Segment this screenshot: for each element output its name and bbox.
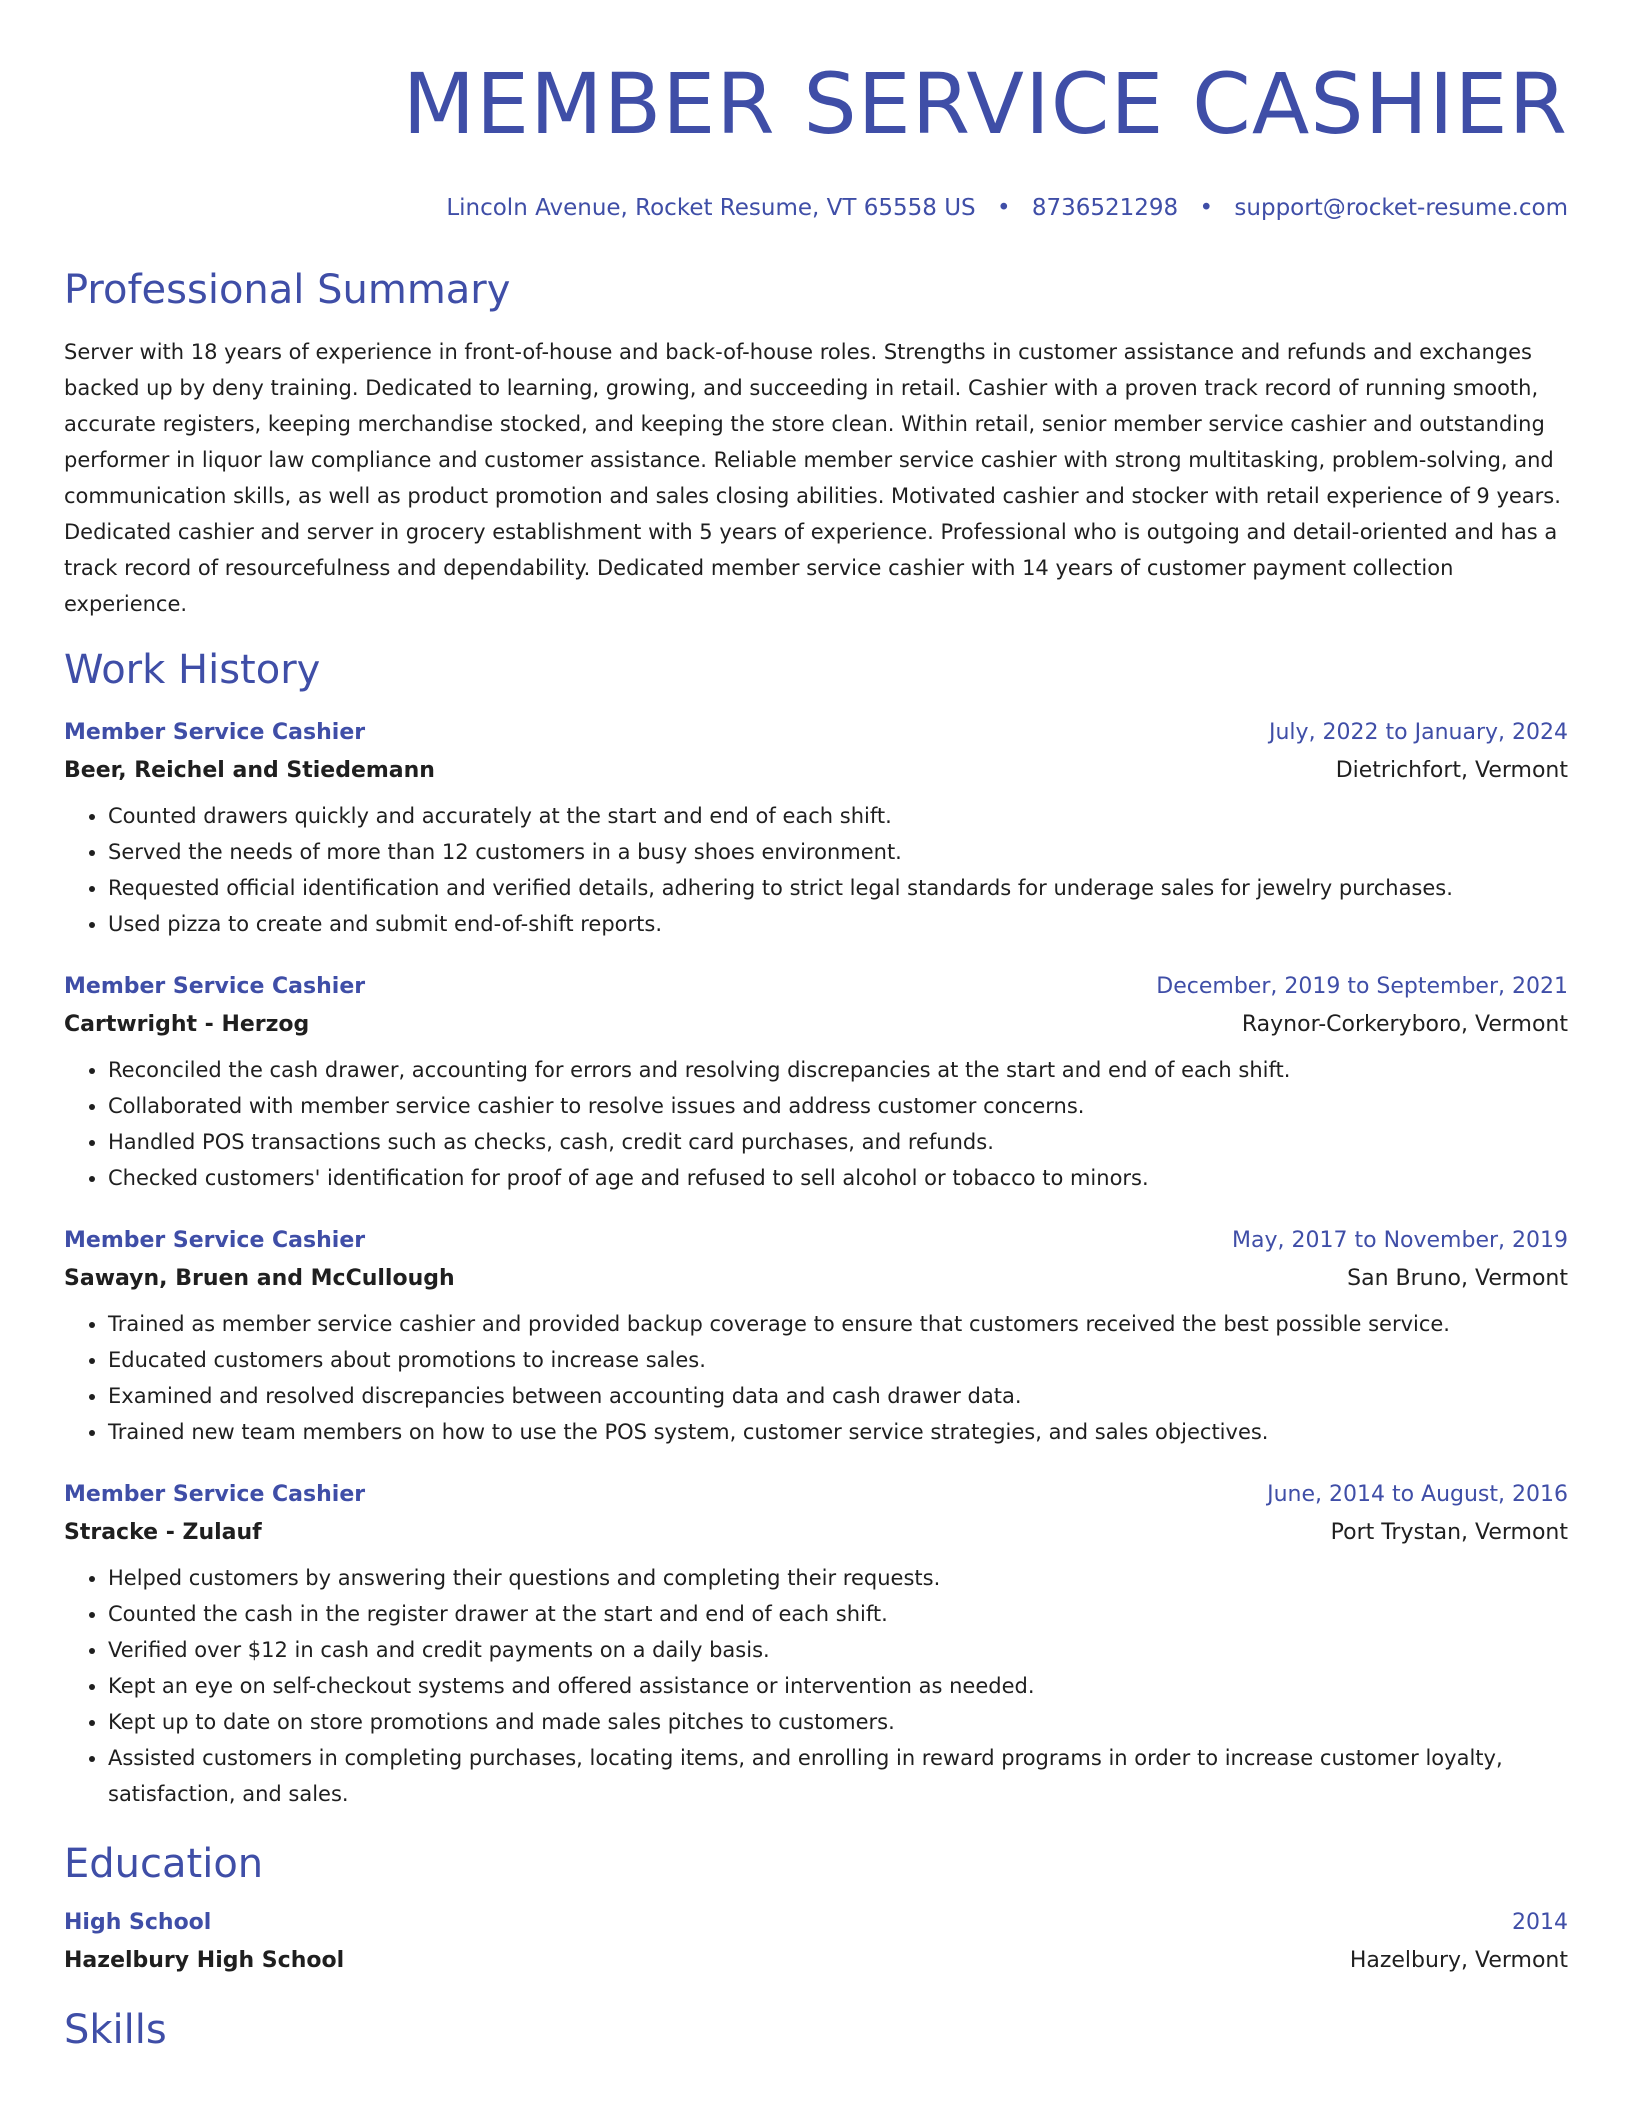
list-item: • Educated customers about promotions to increase sales. bbox=[108, 1342, 1568, 1378]
job-company-row bbox=[64, 1260, 1568, 1298]
job-entry bbox=[64, 968, 1568, 1196]
contact-line bbox=[64, 194, 1568, 222]
education-entry bbox=[64, 1904, 1568, 1980]
list-item: • Requested official identification and verified details, adhering to strict legal standards for underage sales for jewelry purchases. bbox=[108, 870, 1568, 906]
job-header-row bbox=[64, 714, 1568, 752]
list-item: • Reconciled the cash drawer, accounting for errors and resolving discrepancies at the start and end of each shift. bbox=[108, 1052, 1568, 1088]
job-dates: December, 2019 to September, 2021 bbox=[1156, 974, 1568, 999]
job-company: Stracke - Zulauf bbox=[64, 1520, 262, 1545]
section-title-work-history: Work History bbox=[64, 647, 321, 693]
contact-email: support@rocket-resume.com bbox=[1234, 195, 1568, 221]
education-school: Hazelbury High School bbox=[64, 1948, 345, 1973]
list-item: • Kept an eye on self-checkout systems and offered assistance or intervention as needed. bbox=[108, 1668, 1568, 1704]
contact-separator: • bbox=[1199, 195, 1214, 221]
job-title: Member Service Cashier bbox=[64, 1482, 366, 1507]
list-item: • Handled POS transactions such as checks, cash, credit card purchases, and refunds. bbox=[108, 1124, 1568, 1160]
job-header-row bbox=[64, 1476, 1568, 1514]
job-entry bbox=[64, 1222, 1568, 1450]
job-entry bbox=[64, 714, 1568, 942]
job-title: Member Service Cashier bbox=[64, 974, 366, 999]
education-location: Hazelbury, Vermont bbox=[1349, 1948, 1568, 1973]
job-company: Cartwright - Herzog bbox=[64, 1012, 310, 1037]
list-item: • Assisted customers in completing purchases, locating items, and enrolling in reward programs in order to increase customer loyalty, satisfaction, and sales. bbox=[108, 1740, 1568, 1812]
job-bullets bbox=[64, 798, 1568, 942]
list-item: • Counted drawers quickly and accurately at the start and end of each shift. bbox=[108, 798, 1568, 834]
list-item: • Examined and resolved discrepancies between accounting data and cash drawer data. bbox=[108, 1378, 1568, 1414]
skills-section bbox=[64, 2006, 1568, 2054]
resume-header bbox=[64, 0, 1568, 222]
contact-separator: • bbox=[996, 195, 1011, 221]
list-item: • Kept up to date on store promotions and made sales pitches to customers. bbox=[108, 1704, 1568, 1740]
summary-text: Server with 18 years of experience in front-of-house and back-of-house roles. Strengths in customer assistance and refunds and exchanges backed up by deny training. Dedicated to learning, growing, and succeeding in retail. Cashier with a proven track record of running smooth, accurate registers, keeping merchandise stocked, and keeping the store clean. Within retail, senior member service cashier and outstanding performer in liquor law compliance and customer assistance. Reliable member service cashier with strong multitasking, problem-solving, and communication skills, as well as product promotion and sales closing abilities. Motivated cashier and stocker with retail experience of 9 years. Dedicated cashier and server in grocery establishment with 5 years of experience. Professional who is outgoing and detail-oriented and has a track record of resourcefulness and dependability. Dedicated member service cashier with 14 years of customer payment collection experience. bbox=[64, 340, 1561, 616]
professional-summary-section bbox=[64, 266, 1568, 622]
section-title-summary: Professional Summary bbox=[64, 267, 511, 313]
section-title-education: Education bbox=[64, 1841, 264, 1887]
job-title: Member Service Cashier bbox=[64, 1228, 366, 1253]
job-company-row bbox=[64, 1006, 1568, 1044]
job-dates: May, 2017 to November, 2019 bbox=[1232, 1228, 1568, 1253]
list-item: • Served the needs of more than 12 customers in a busy shoes environment. bbox=[108, 834, 1568, 870]
job-dates: July, 2022 to January, 2024 bbox=[1269, 720, 1568, 745]
list-item: • Trained as member service cashier and provided backup coverage to ensure that customers received the best possible service. bbox=[108, 1306, 1568, 1342]
list-item: • Used pizza to create and submit end-of-shift reports. bbox=[108, 906, 1568, 942]
education-school-row bbox=[64, 1942, 1568, 1980]
resume-page bbox=[64, 0, 1568, 2112]
list-item: • Collaborated with member service cashier to resolve issues and address customer concerns. bbox=[108, 1088, 1568, 1124]
job-entry bbox=[64, 1476, 1568, 1812]
education-section bbox=[64, 1840, 1568, 1980]
list-item: • Counted the cash in the register drawer at the start and end of each shift. bbox=[108, 1596, 1568, 1632]
job-dates: June, 2014 to August, 2016 bbox=[1267, 1482, 1568, 1507]
section-title-skills: Skills bbox=[64, 2007, 167, 2053]
job-company-row bbox=[64, 752, 1568, 790]
job-company: Beer, Reichel and Stiedemann bbox=[64, 758, 435, 783]
contact-phone: 8736521298 bbox=[1031, 195, 1179, 221]
job-bullets bbox=[64, 1052, 1568, 1196]
job-title: Member Service Cashier bbox=[64, 720, 366, 745]
list-item: • Trained new team members on how to use the POS system, customer service strategies, and sales objectives. bbox=[108, 1414, 1568, 1450]
list-item: • Verified over $12 in cash and credit payments on a daily basis. bbox=[108, 1632, 1568, 1668]
contact-address: Lincoln Avenue, Rocket Resume, VT 65558 US bbox=[446, 195, 976, 221]
job-header-row bbox=[64, 1222, 1568, 1260]
job-location: Raynor-Corkeryboro, Vermont bbox=[1241, 1012, 1568, 1037]
education-header-row bbox=[64, 1904, 1568, 1942]
work-history-section bbox=[64, 646, 1568, 1812]
job-location: Dietrichfort, Vermont bbox=[1335, 758, 1568, 783]
job-header-row bbox=[64, 968, 1568, 1006]
education-year: 2014 bbox=[1512, 1910, 1568, 1935]
education-degree: High School bbox=[64, 1910, 212, 1935]
job-location: San Bruno, Vermont bbox=[1347, 1266, 1568, 1291]
job-bullets bbox=[64, 1560, 1568, 1812]
list-item: • Helped customers by answering their questions and completing their requests. bbox=[108, 1560, 1568, 1596]
job-company: Sawayn, Bruen and McCullough bbox=[64, 1266, 455, 1291]
list-item: • Checked customers' identification for proof of age and refused to sell alcohol or tobacco to minors. bbox=[108, 1160, 1568, 1196]
candidate-name: MEMBER SERVICE CASHIER bbox=[402, 55, 1568, 153]
job-location: Port Trystan, Vermont bbox=[1330, 1520, 1568, 1545]
job-bullets bbox=[64, 1306, 1568, 1450]
job-company-row bbox=[64, 1514, 1568, 1552]
